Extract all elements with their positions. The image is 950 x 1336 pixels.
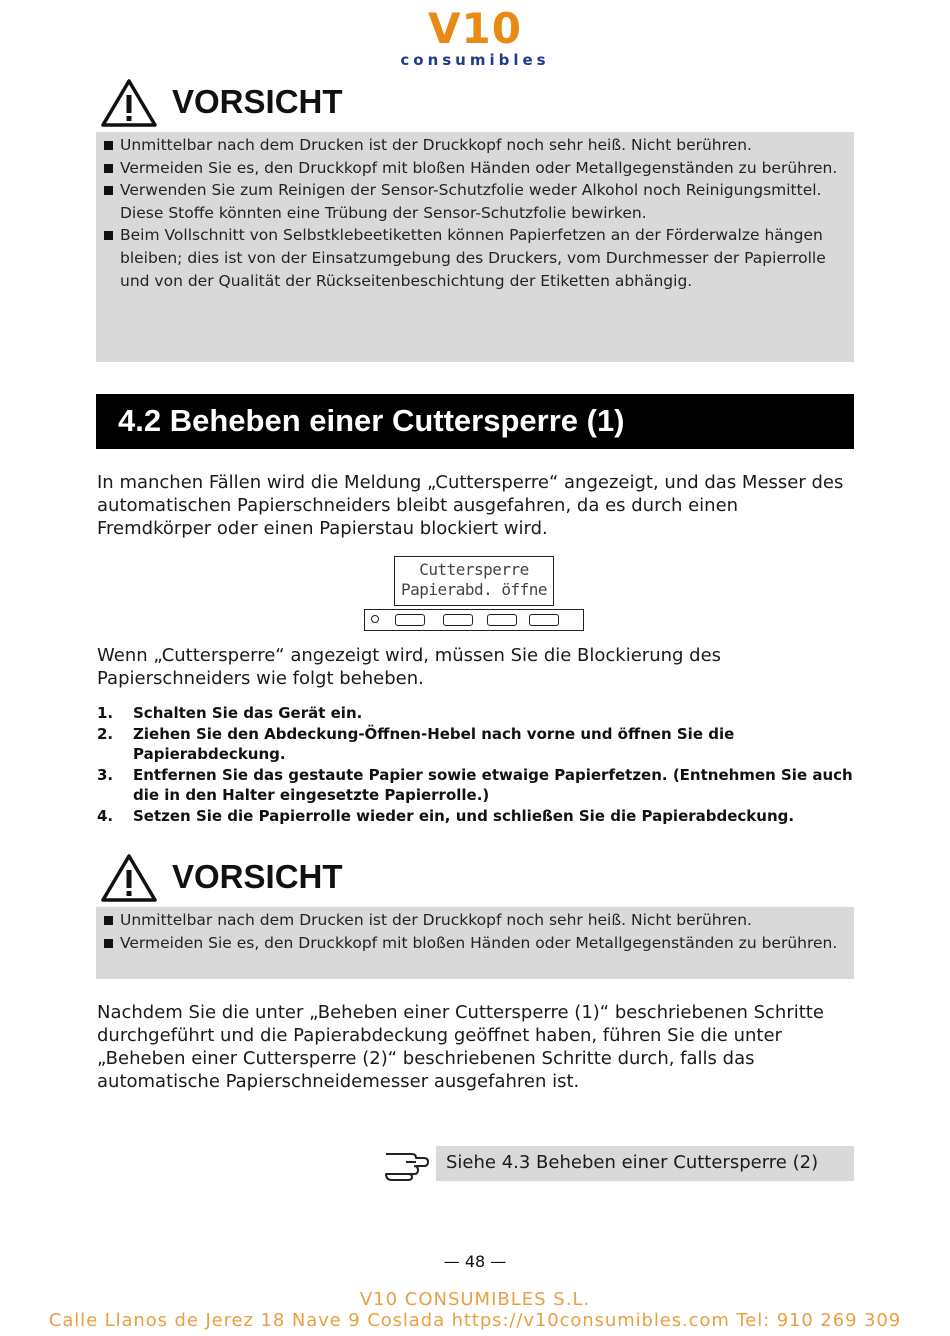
closing-paragraph: Nachdem Sie die unter „Beheben einer Cuttersperre (1)“ beschriebenen Schritte durchgeführt und die Papierabdeckung geöffnet haben, führen Sie die unter „Beheben einer Cuttersperre (2)“ beschriebenen Schritte durch, falls das automatische Papierschneidemesser ausgefahren ist. <box>97 1002 824 1092</box>
warning-triangle-icon <box>100 853 158 903</box>
lcd-line-1: Cuttersperre <box>419 560 529 579</box>
step-number: 2. <box>97 724 114 743</box>
list-item <box>97 765 857 806</box>
warning-box-1 <box>96 132 854 362</box>
panel-key-icon <box>529 614 559 626</box>
step-number: 1. <box>97 704 114 722</box>
footer-address: Calle Llanos de Jerez 18 Nave 9 Coslada https://v10consumibles.com Tel: 910 269 309 <box>48 1310 902 1331</box>
logo-mark: V10 <box>428 4 522 53</box>
list-item <box>97 703 857 724</box>
section-title: 4.2 Beheben einer Cuttersperre (1) <box>118 403 625 438</box>
lcd-line-2: Papierabd. öffne <box>400 580 548 599</box>
page-number: — 48 — <box>443 1252 507 1271</box>
instruction-paragraph: Wenn „Cuttersperre“ angezeigt wird, müssen Sie die Blockierung des Papierschneiders wie folgt beheben. <box>97 645 722 689</box>
footer-company: V10 CONSUMIBLES S.L. <box>359 1289 591 1310</box>
pointing-hand-icon <box>382 1144 432 1186</box>
control-panel-illustration <box>364 609 584 631</box>
company-logo <box>380 4 570 69</box>
warning-item: Vermeiden Sie es, den Druckkopf mit bloßen Händen oder Metallgegenständen zu berühren. <box>104 932 844 955</box>
reference-link[interactable]: Siehe 4.3 Beheben einer Cuttersperre (2) <box>446 1152 819 1173</box>
section-heading <box>96 394 854 449</box>
warning-title: VORSICHT <box>172 83 343 120</box>
reference-box <box>436 1146 854 1181</box>
panel-key-icon <box>395 614 425 626</box>
warning-item: Verwenden Sie zum Reinigen der Sensor-Schutzfolie weder Alkohol noch Reinigungsmittel. Diese Stoffe könnten eine Trübung der Sensor-Schutzfolie bewirken. <box>104 179 844 224</box>
warning-item: Beim Vollschnitt von Selbstklebeetiketten können Papierfetzen an der Förderwalze hängen bleiben; dies ist von der Einsatzumgebung des Druckers, vom Durchmesser der Papierrolle und von der Qualität der Rückseitenbeschichtung der Etiketten abhängig. <box>104 224 844 292</box>
panel-key-icon <box>443 614 473 626</box>
steps-list <box>97 703 857 826</box>
list-item <box>97 806 857 827</box>
list-item <box>97 724 857 765</box>
logo-subtitle: consumibles <box>400 51 550 69</box>
step-text: Ziehen Sie den Abdeckung-Öffnen-Hebel nach vorne und öffnen Sie die Papierabdeckung. <box>133 724 735 763</box>
step-text: Schalten Sie das Gerät ein. <box>133 704 363 722</box>
warning-item: Unmittelbar nach dem Drucken ist der Druckkopf noch sehr heiß. Nicht berühren. <box>104 909 844 932</box>
status-led-icon <box>371 615 379 623</box>
step-text: Setzen Sie die Papierrolle wieder ein, und schließen Sie die Papierabdeckung. <box>133 806 795 825</box>
step-number: 3. <box>97 765 114 784</box>
warning-heading-1 <box>100 78 400 130</box>
lcd-display <box>394 556 554 606</box>
panel-key-icon <box>487 614 517 626</box>
warning-box-2 <box>96 907 854 979</box>
warning-item: Vermeiden Sie es, den Druckkopf mit bloßen Händen oder Metallgegenständen zu berühren. <box>104 157 844 180</box>
warning-item: Unmittelbar nach dem Drucken ist der Druckkopf noch sehr heiß. Nicht berühren. <box>104 134 844 157</box>
step-text: Entfernen Sie das gestaute Papier sowie etwaige Papierfetzen. (Entnehmen Sie auch die in den Halter eingesetzte Papierrolle.) <box>133 765 853 804</box>
intro-paragraph: In manchen Fällen wird die Meldung „Cuttersperre“ angezeigt, und das Messer des automatischen Papierschneiders bleibt ausgefahren, da es durch einen Fremdkörper oder einen Papierstau blockiert wird. <box>97 472 844 539</box>
warning-heading-2 <box>100 853 400 905</box>
warning-triangle-icon <box>100 78 158 128</box>
warning-title: VORSICHT <box>172 858 343 895</box>
step-number: 4. <box>97 806 114 825</box>
